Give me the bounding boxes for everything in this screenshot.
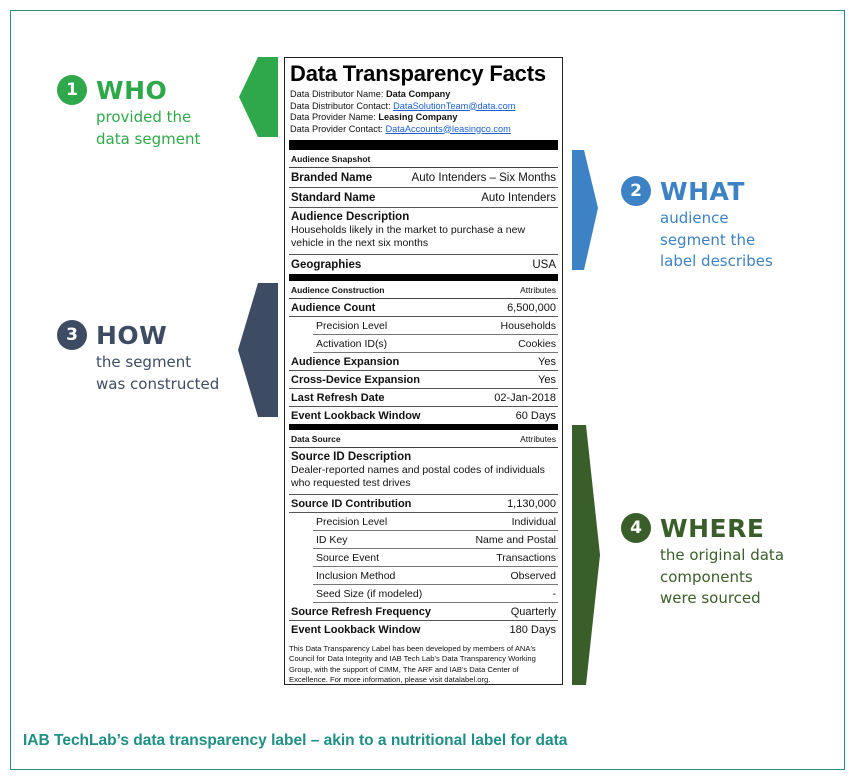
attribute-key: Precision Level <box>316 515 388 528</box>
table-row <box>289 407 558 424</box>
what-number-badge: 2 <box>621 176 651 206</box>
attribute-key: Audience Count <box>291 301 376 314</box>
data-source-section <box>289 430 558 638</box>
table-row <box>289 353 558 371</box>
source-description <box>289 448 558 495</box>
attribute-value: 1,130,000 <box>507 497 556 510</box>
how-callout <box>57 320 219 395</box>
distributor-name-value: Data Company <box>386 89 451 99</box>
attribute-key: ID Key <box>316 533 348 546</box>
where-line-2: components <box>660 567 753 586</box>
attribute-value: 180 Days <box>509 623 556 636</box>
attribute-value: Transactions <box>496 551 556 564</box>
where-title: WHERE <box>660 513 765 543</box>
table-row <box>289 495 558 513</box>
what-title: WHAT <box>660 176 745 206</box>
table-row <box>313 317 558 335</box>
attribute-key: Precision Level <box>316 319 388 332</box>
how-line-1: the segment <box>96 353 192 371</box>
where-line-1: the original data <box>660 546 785 564</box>
table-row <box>289 621 558 638</box>
attribute-value: Yes <box>538 373 556 386</box>
attribute-key: Source ID Contribution <box>291 497 412 510</box>
where-line-3: were sourced <box>660 589 761 607</box>
label-meta <box>285 87 562 135</box>
figure-caption: IAB TechLab’s data transparency label – akin to a nutritional label for data <box>23 732 568 749</box>
distributor-contact-key: Data Distributor Contact: <box>290 100 394 111</box>
geographies-key: Geographies <box>291 258 362 271</box>
audience-snapshot-section <box>289 150 558 274</box>
how-title: HOW <box>96 320 168 350</box>
attribute-key: Activation ID(s) <box>316 337 388 350</box>
how-arrow <box>238 283 278 417</box>
attribute-value: Name and Postal <box>475 533 556 546</box>
table-row <box>289 299 558 317</box>
divider-bar <box>289 274 558 281</box>
table-row <box>313 567 558 585</box>
attribute-value: Individual <box>511 515 556 528</box>
distributor-name-key: Data Distributor Name: <box>290 89 386 99</box>
label-title: Data Transparency Facts <box>290 61 546 86</box>
attribute-value: Households <box>500 319 556 332</box>
table-row <box>289 389 558 407</box>
what-line-3: label describes <box>660 252 773 270</box>
source-header: Data Source <box>291 434 341 444</box>
distributor-contact-link[interactable]: DataSolutionTeam@data.com <box>393 100 516 111</box>
attribute-key: Cross-Device Expansion <box>291 373 420 386</box>
provider-contact-link[interactable]: DataAccounts@leasingco.com <box>385 123 511 134</box>
who-number-badge: 1 <box>57 75 87 105</box>
divider-bar <box>289 140 558 150</box>
table-row <box>289 188 558 208</box>
audience-description-key: Audience Description <box>291 211 410 223</box>
attribute-key: Event Lookback Window <box>291 409 421 422</box>
standard-name-value: Auto Intenders <box>481 191 556 204</box>
construction-header: Audience Construction <box>291 285 385 295</box>
table-row <box>289 603 558 621</box>
construction-header-right: Attributes <box>520 285 556 295</box>
provider-name-key: Data Provider Name: <box>290 112 379 122</box>
attribute-value: 60 Days <box>515 409 556 422</box>
table-row <box>289 371 558 389</box>
attribute-value: - <box>552 587 556 600</box>
attribute-value: 02-Jan-2018 <box>494 391 556 404</box>
table-row <box>313 531 558 549</box>
table-row <box>313 335 558 353</box>
attribute-key: Inclusion Method <box>316 569 396 582</box>
provider-contact-key: Data Provider Contact: <box>290 123 386 134</box>
source-header-right: Attributes <box>520 434 556 444</box>
attribute-key: Seed Size (if modeled) <box>316 587 423 600</box>
snapshot-header: Audience Snapshot <box>291 154 371 164</box>
who-line-1: provided the <box>96 108 192 126</box>
source-description-key: Source ID Description <box>291 451 412 463</box>
attribute-value: 6,500,000 <box>507 301 556 314</box>
how-number-badge: 3 <box>57 320 87 350</box>
source-description-value: Dealer-reported names and postal codes of individuals who requested test drives <box>291 464 545 489</box>
what-line-1: audience <box>660 209 729 227</box>
what-arrow <box>572 150 598 270</box>
standard-name-key: Standard Name <box>291 191 376 204</box>
provider-name-value: Leasing Company <box>378 112 458 122</box>
audience-description <box>289 208 558 255</box>
who-line-2: data segment <box>96 129 201 148</box>
where-callout <box>621 513 784 610</box>
attribute-value: Quarterly <box>510 605 556 618</box>
attribute-key: Source Event <box>316 551 380 564</box>
what-callout <box>621 176 773 273</box>
who-callout <box>57 75 200 150</box>
branded-name-key: Branded Name <box>291 171 373 184</box>
geographies-value: USA <box>532 258 556 271</box>
what-line-2: segment the <box>660 230 756 249</box>
branded-name-value: Auto Intenders – Six Months <box>411 171 556 184</box>
who-arrow <box>239 57 278 137</box>
where-number-badge: 4 <box>621 513 651 543</box>
audience-construction-section <box>289 281 558 424</box>
attribute-key: Last Refresh Date <box>291 391 385 404</box>
table-row <box>313 549 558 567</box>
attribute-key: Audience Expansion <box>291 355 400 368</box>
where-arrow <box>572 425 600 685</box>
attribute-value: Observed <box>510 569 556 582</box>
table-row <box>289 168 558 188</box>
table-row <box>289 255 558 274</box>
attribute-key: Event Lookback Window <box>291 623 421 636</box>
how-line-2: was constructed <box>96 374 220 393</box>
data-transparency-label <box>284 57 563 685</box>
attribute-value: Cookies <box>518 337 556 350</box>
who-title: WHO <box>96 75 168 105</box>
label-footnote: This Data Transparency Label has been developed by members of ANA's Council for Data Integrity and IAB Tech Lab's Data Transparency Working Group, with the support of CIMM, The ARF and IAB's Data Center of Excellence. For more information, please visit datalabel.org. <box>289 644 536 684</box>
attribute-key: Source Refresh Frequency <box>291 605 431 618</box>
attribute-value: Yes <box>538 355 556 368</box>
table-row <box>313 513 558 531</box>
table-row <box>313 585 558 603</box>
audience-description-value: Households likely in the market to purchase a new vehicle in the next six months <box>291 224 526 249</box>
